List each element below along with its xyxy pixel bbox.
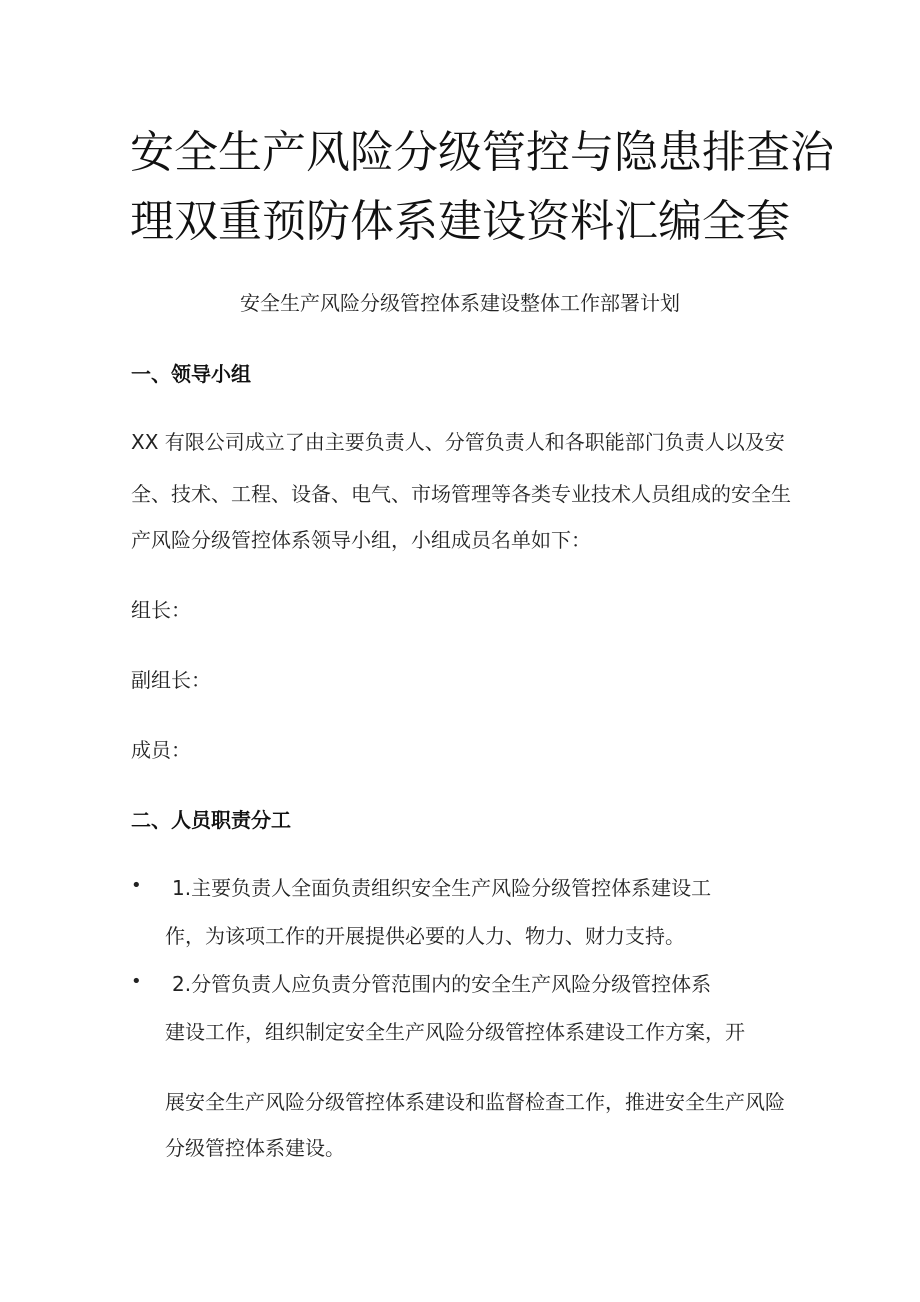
role-members: 成员： <box>131 738 191 762</box>
list-bullet: • <box>131 971 142 992</box>
section-heading-leadership: 一、领导小组 <box>131 362 251 386</box>
paragraph-line: 产风险分级管控体系领导小组，小组成员名单如下： <box>131 528 591 552</box>
list-item-line: 分级管控体系建设。 <box>165 1136 345 1160</box>
role-deputy-leader: 副组长： <box>131 668 211 692</box>
list-bullet: • <box>131 875 142 896</box>
paragraph-line: XX 有限公司成立了由主要负责人、分管负责人和各职能部门负责人以及安 <box>131 430 785 454</box>
list-item-line: 2.分管负责人应负责分管范围内的安全生产风险分级管控体系 <box>172 972 712 996</box>
role-leader: 组长： <box>131 598 191 622</box>
section-heading-duties: 二、人员职责分工 <box>131 808 291 832</box>
document-subtitle: 安全生产风险分级管控体系建设整体工作部署计划 <box>240 291 680 315</box>
list-item-line: 1.主要负责人全面负责组织安全生产风险分级管控体系建设工 <box>172 876 712 900</box>
document-title-line-2: 理双重预防体系建设资料汇编全套 <box>130 196 790 247</box>
paragraph-line: 全、技术、工程、设备、电气、市场管理等各类专业技术人员组成的安全生 <box>131 482 791 506</box>
document-title-line-1: 安全生产风险分级管控与隐患排查治 <box>130 127 834 178</box>
list-item-line: 展安全生产风险分级管控体系建设和监督检查工作，推进安全生产风险 <box>165 1090 785 1114</box>
list-item-line: 建设工作，组织制定安全生产风险分级管控体系建设工作方案，开 <box>165 1020 745 1044</box>
list-item-line: 作，为该项工作的开展提供必要的人力、物力、财力支持。 <box>165 924 685 948</box>
